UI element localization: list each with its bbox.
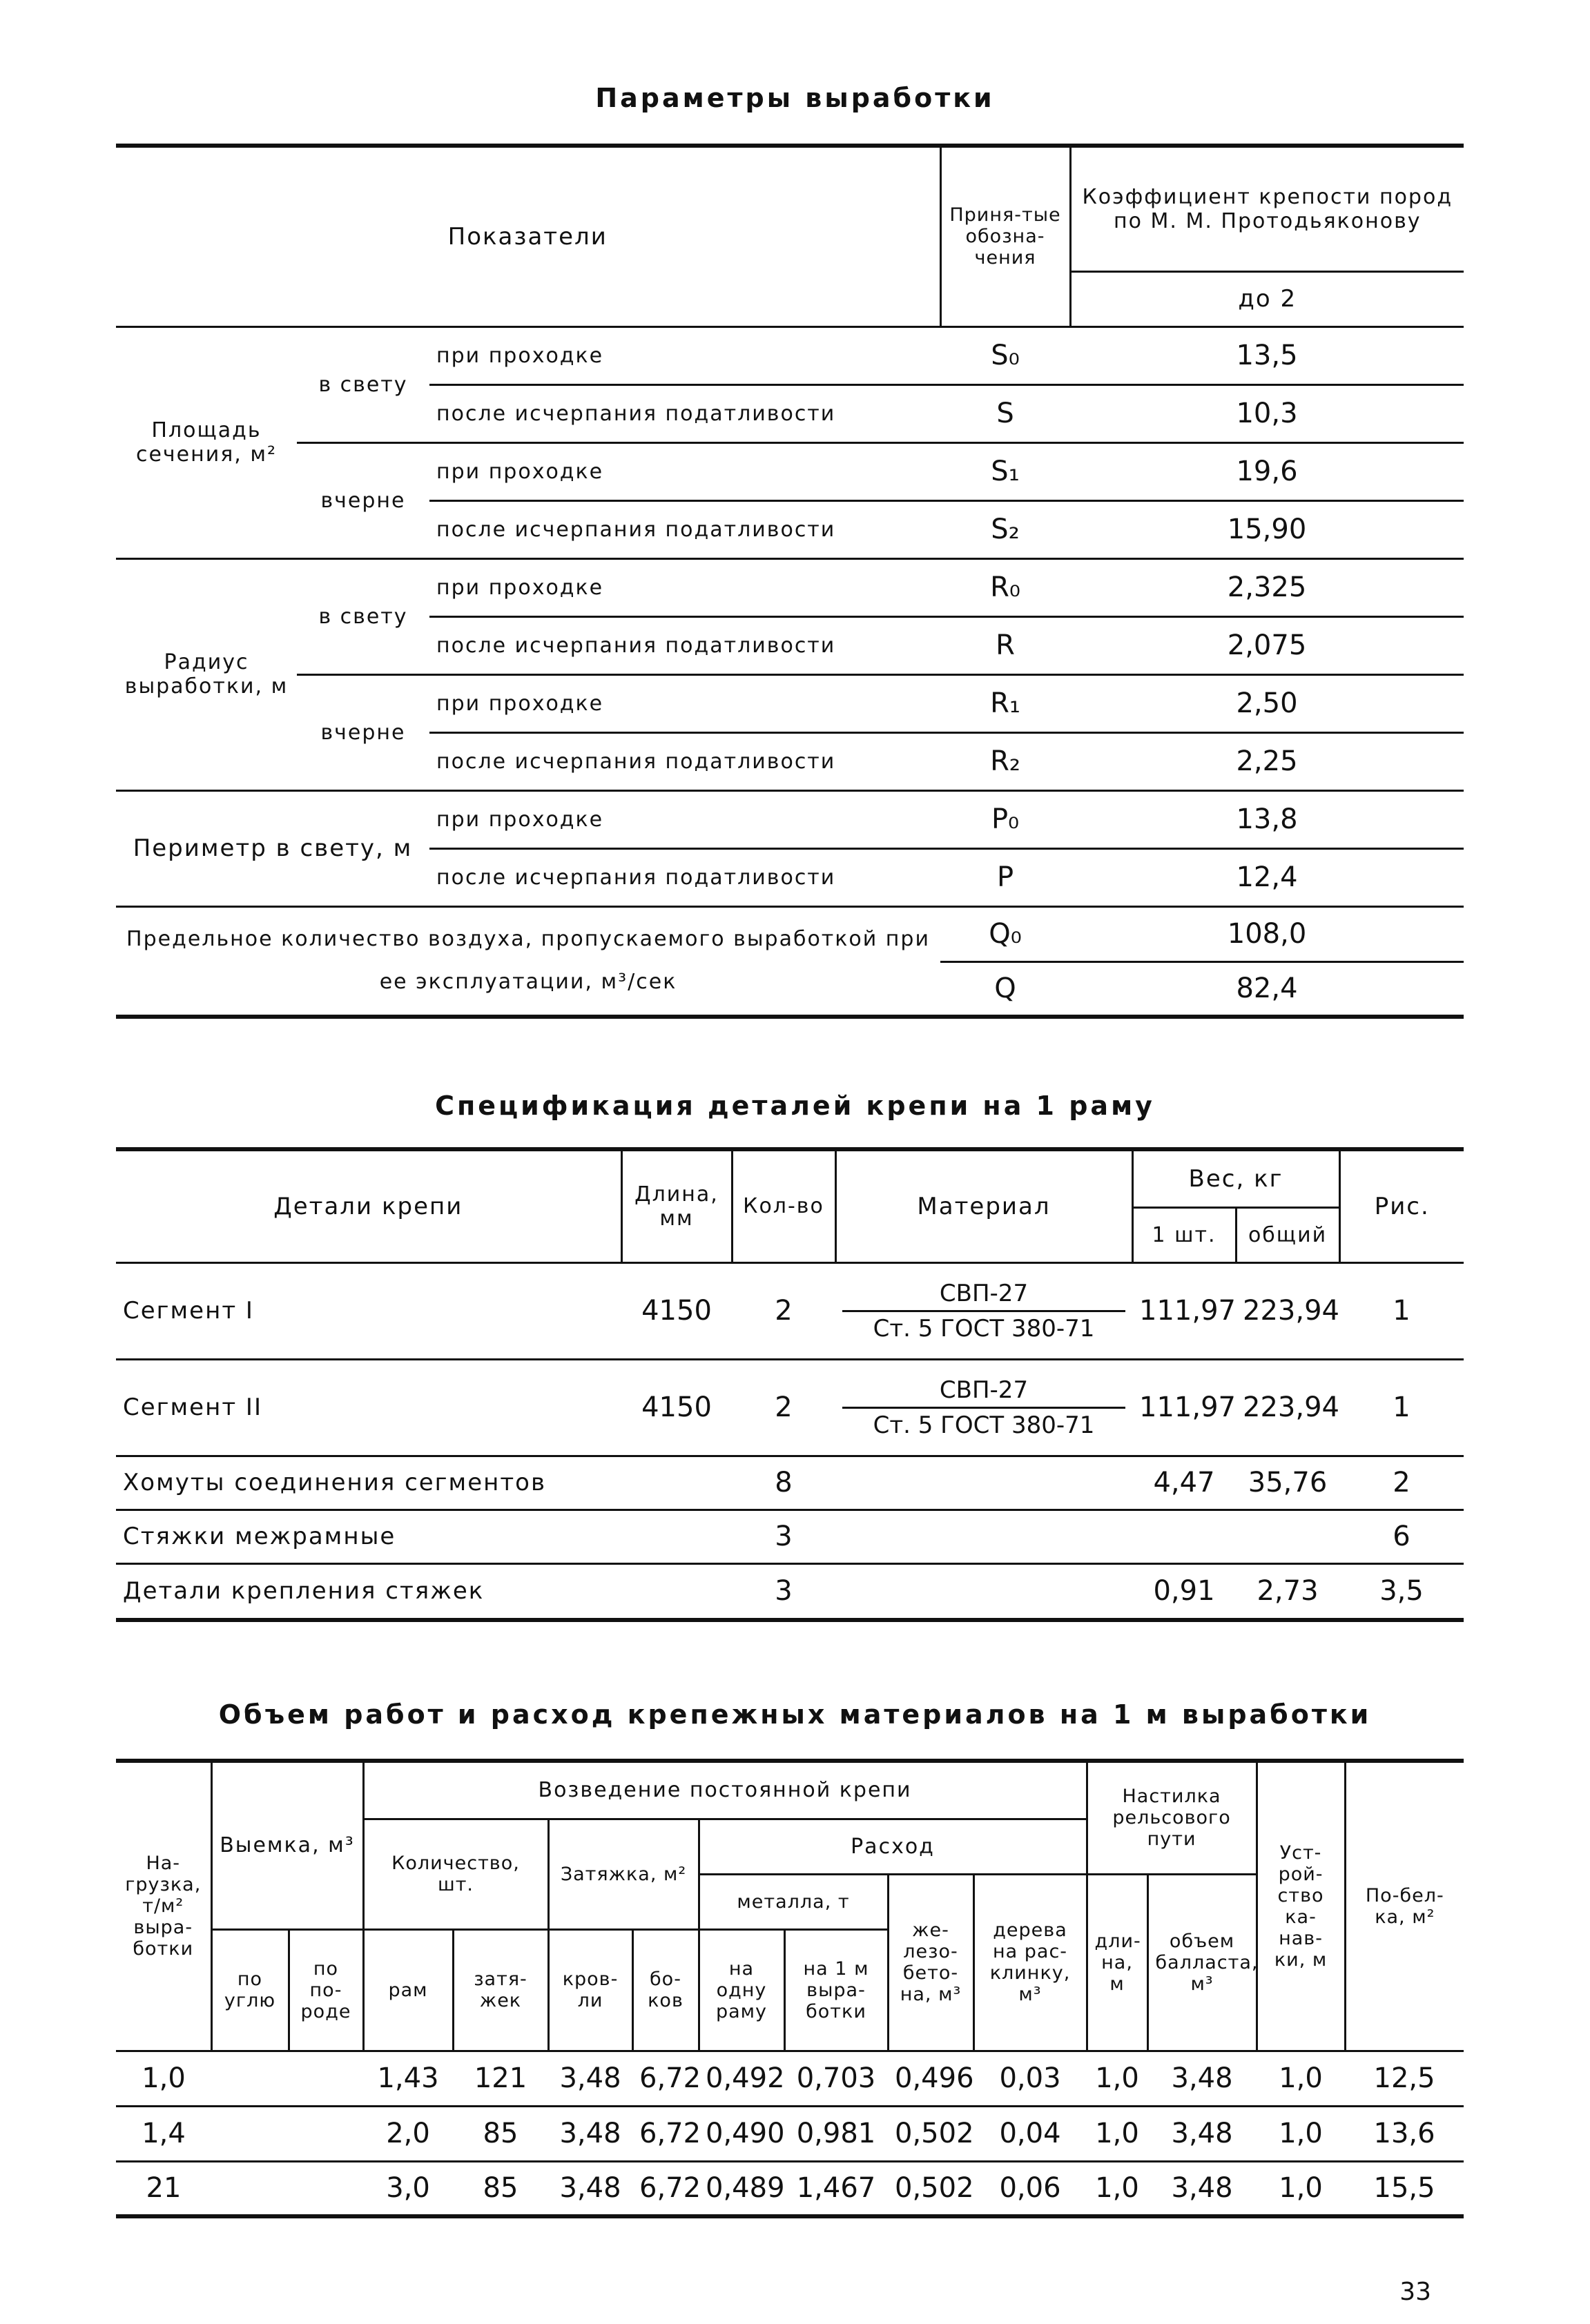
symbol-cell: P₀ — [940, 790, 1070, 848]
sub-rough: вчерне — [297, 442, 429, 558]
table-cell: 3,48 — [1147, 2051, 1257, 2106]
table-row — [116, 2106, 1464, 2161]
parts-header: Детали крепи — [116, 1149, 621, 1262]
air-value-1: 108,0 — [1070, 906, 1464, 961]
cond-pass: при проходке — [429, 326, 940, 384]
ballast-header: объем балласта, м³ — [1147, 1874, 1257, 2051]
table1-title: Параметры выработки — [595, 83, 995, 113]
consumption-header: Расход — [699, 1819, 1087, 1874]
table-cell: 3,48 — [1147, 2161, 1257, 2216]
part-fig: 3,5 — [1339, 1563, 1464, 1620]
table-cell: 1,0 — [1087, 2051, 1147, 2106]
ditch-header: Уст-рой-ство ка-нав-ки, м — [1257, 1761, 1345, 2051]
part-name: Хомуты соединения сегментов — [116, 1456, 732, 1510]
part-fig: 2 — [1339, 1456, 1464, 1510]
wood-header: дерева на рас-клинку, м³ — [973, 1874, 1087, 2051]
cond-after: после исчерпания податливости — [429, 732, 940, 790]
value-cell: 2,325 — [1070, 558, 1464, 616]
table-cell: 3,0 — [363, 2161, 453, 2216]
material-top: СВП-27 — [842, 1280, 1125, 1312]
table-cell: 3,48 — [548, 2106, 632, 2161]
table-cell: 1,0 — [1257, 2161, 1345, 2216]
part-weight-total: 223,94 — [1236, 1359, 1339, 1456]
table-cell — [211, 2051, 289, 2106]
value-cell: 2,075 — [1070, 616, 1464, 674]
table-cell — [211, 2106, 289, 2161]
symbol-cell: S₂ — [940, 500, 1070, 558]
part-fig: 6 — [1339, 1510, 1464, 1563]
track-length-header: дли-на, м — [1087, 1874, 1147, 2051]
table-cell — [289, 2051, 363, 2106]
table-cell: 15,5 — [1345, 2161, 1464, 2216]
table-cell: 13,6 — [1345, 2106, 1464, 2161]
table-cell: 1,0 — [116, 2051, 211, 2106]
indicators-header: Показатели — [116, 146, 940, 326]
specification-table — [116, 1147, 1464, 1622]
length-header: Длина, мм — [621, 1149, 732, 1262]
excavation-header: Выемка, м³ — [211, 1761, 363, 1929]
part-weight-one: 4,47 — [1132, 1456, 1236, 1510]
table-cell: 0,981 — [784, 2106, 888, 2161]
material-bottom: Ст. 5 ГОСТ 380-71 — [873, 1314, 1095, 1342]
table2-title: Спецификация деталей крепи на 1 раму — [435, 1091, 1155, 1121]
frames-header: рам — [363, 1929, 453, 2051]
air-value-2: 82,4 — [1070, 961, 1464, 1017]
work-volume-table — [116, 1759, 1464, 2218]
part-length: 4150 — [621, 1262, 732, 1359]
table-cell: 1,0 — [1087, 2161, 1147, 2216]
whitewash-header: По-бел-ка, м² — [1345, 1761, 1464, 2051]
table-cell: 21 — [116, 2161, 211, 2216]
sub-light: в свету — [297, 326, 429, 442]
cond-pass: при проходке — [429, 442, 940, 500]
part-qty: 8 — [732, 1456, 835, 1510]
by-coal-header: по углю — [211, 1929, 289, 2051]
material-top: СВП-27 — [842, 1376, 1125, 1409]
symbol-cell: S₀ — [940, 326, 1070, 384]
track-header: Настилка рельсового пути — [1087, 1761, 1257, 1874]
cond-pass: при проходке — [429, 674, 940, 732]
table-cell: 0,06 — [973, 2161, 1087, 2216]
table-cell: 12,5 — [1345, 2051, 1464, 2106]
table-cell: 0,04 — [973, 2106, 1087, 2161]
table-cell: 1,4 — [116, 2106, 211, 2161]
air-label: Предельное количество воздуха, пропускаемого выработкой при ее эксплуатации, м³/сек — [116, 906, 940, 1017]
qty-header: Кол-во — [732, 1149, 835, 1262]
table-cell: 0,703 — [784, 2051, 888, 2106]
weight-header: Вес, кг — [1132, 1149, 1339, 1207]
table-cell: 85 — [453, 2106, 548, 2161]
value-cell: 15,90 — [1070, 500, 1464, 558]
part-qty: 2 — [732, 1262, 835, 1359]
table-cell: 6,72 — [632, 2051, 699, 2106]
table-cell: 1,0 — [1257, 2051, 1345, 2106]
range-header: до 2 — [1070, 271, 1464, 326]
table-cell: 0,496 — [888, 2051, 973, 2106]
group-area: Площадь сечения, м² — [116, 326, 297, 558]
table-cell — [289, 2161, 363, 2216]
air-symbol-2: Q — [940, 961, 1070, 1017]
weight-one-header: 1 шт. — [1132, 1207, 1236, 1262]
table-cell: 1,467 — [784, 2161, 888, 2216]
table-cell: 85 — [453, 2161, 548, 2216]
part-weight-one: 0,91 — [1132, 1563, 1236, 1620]
table-cell: 121 — [453, 2051, 548, 2106]
cond-pass: при проходке — [429, 790, 940, 848]
symbol-cell: R₁ — [940, 674, 1070, 732]
part-fig: 1 — [1339, 1359, 1464, 1456]
table-cell: 0,490 — [699, 2106, 784, 2161]
cond-pass: при проходке — [429, 558, 940, 616]
air-symbol-1: Q₀ — [940, 906, 1070, 961]
table-cell: 6,72 — [632, 2161, 699, 2216]
table3-title: Объем работ и расход крепежных материалов на 1 м выработки — [218, 1699, 1372, 1730]
symbols-header: Приня-тые обозна-чения — [940, 146, 1070, 326]
weight-total-header: общий — [1236, 1207, 1339, 1262]
cond-after: после исчерпания податливости — [429, 384, 940, 442]
page-number: 33 — [1399, 2278, 1431, 2306]
part-fig: 1 — [1339, 1262, 1464, 1359]
part-name: Стяжки межрамные — [116, 1510, 732, 1563]
table-cell: 3,48 — [1147, 2106, 1257, 2161]
parameters-table — [116, 144, 1464, 1019]
value-cell: 2,25 — [1070, 732, 1464, 790]
table-cell: 0,489 — [699, 2161, 784, 2216]
group-radius: Радиус выработки, м — [116, 558, 297, 790]
table-cell: 3,48 — [548, 2161, 632, 2216]
table-cell: 6,72 — [632, 2106, 699, 2161]
symbol-cell: P — [940, 848, 1070, 906]
symbol-cell: R₂ — [940, 732, 1070, 790]
table-cell: 0,492 — [699, 2051, 784, 2106]
table-row — [116, 2161, 1464, 2216]
metal-header: металла, т — [699, 1874, 888, 1929]
material-header: Материал — [835, 1149, 1132, 1262]
part-qty: 3 — [732, 1510, 835, 1563]
table-cell: 0,502 — [888, 2161, 973, 2216]
value-cell: 10,3 — [1070, 384, 1464, 442]
table-cell: 3,48 — [548, 2051, 632, 2106]
table-cell — [211, 2161, 289, 2216]
group-perimeter: Периметр в свету, м — [116, 790, 429, 906]
part-qty: 3 — [732, 1563, 835, 1620]
table-cell: 2,0 — [363, 2106, 453, 2161]
part-length: 4150 — [621, 1359, 732, 1456]
part-name: Детали крепления стяжек — [116, 1563, 732, 1620]
count-header: Количество, шт. — [363, 1819, 548, 1929]
lagging-header: Затяжка, м² — [548, 1819, 699, 1929]
table-cell: 1,0 — [1087, 2106, 1147, 2161]
value-cell: 12,4 — [1070, 848, 1464, 906]
concrete-header: же-лезо-бето-на, м³ — [888, 1874, 973, 2051]
value-cell: 2,50 — [1070, 674, 1464, 732]
part-name: Сегмент II — [116, 1359, 621, 1456]
table-row — [116, 2051, 1464, 2106]
part-material — [835, 1359, 1132, 1456]
cond-after: после исчерпания податливости — [429, 616, 940, 674]
support-header: Возведение постоянной крепи — [363, 1761, 1087, 1819]
per-frame-header: на одну раму — [699, 1929, 784, 2051]
table-cell: 0,03 — [973, 2051, 1087, 2106]
value-cell: 19,6 — [1070, 442, 1464, 500]
part-weight-total: 2,73 — [1236, 1563, 1339, 1620]
table-cell — [289, 2106, 363, 2161]
sub-light: в свету — [297, 558, 429, 674]
material-bottom: Ст. 5 ГОСТ 380-71 — [873, 1411, 1095, 1439]
by-rock-header: по по-роде — [289, 1929, 363, 2051]
part-weight-one: 111,97 — [1132, 1262, 1236, 1359]
part-qty: 2 — [732, 1359, 835, 1456]
part-weight-one: 111,97 — [1132, 1359, 1236, 1456]
table-cell: 1,0 — [1257, 2106, 1345, 2161]
table-cell: 0,502 — [888, 2106, 973, 2161]
sub-rough: вчерне — [297, 674, 429, 790]
part-weight-total: 35,76 — [1236, 1456, 1339, 1510]
coef-header: Коэффициент крепости пород по М. М. Протодьяконову — [1070, 146, 1464, 271]
struts-header: затя-жек — [453, 1929, 548, 2051]
symbol-cell: R₀ — [940, 558, 1070, 616]
value-cell: 13,5 — [1070, 326, 1464, 384]
symbol-cell: S₁ — [940, 442, 1070, 500]
sides-header: бо-ков — [632, 1929, 699, 2051]
cond-after: после исчерпания податливости — [429, 848, 940, 906]
part-name: Сегмент I — [116, 1262, 621, 1359]
load-header: На-грузка, т/м² выра-ботки — [116, 1761, 211, 2051]
table-cell: 1,43 — [363, 2051, 453, 2106]
part-material — [835, 1262, 1132, 1359]
part-weight-total: 223,94 — [1236, 1262, 1339, 1359]
cond-after: после исчерпания податливости — [429, 500, 940, 558]
fig-header: Рис. — [1339, 1149, 1464, 1262]
value-cell: 13,8 — [1070, 790, 1464, 848]
roof-header: кров-ли — [548, 1929, 632, 2051]
per-meter-header: на 1 м выра-ботки — [784, 1929, 888, 2051]
symbol-cell: S — [940, 384, 1070, 442]
symbol-cell: R — [940, 616, 1070, 674]
